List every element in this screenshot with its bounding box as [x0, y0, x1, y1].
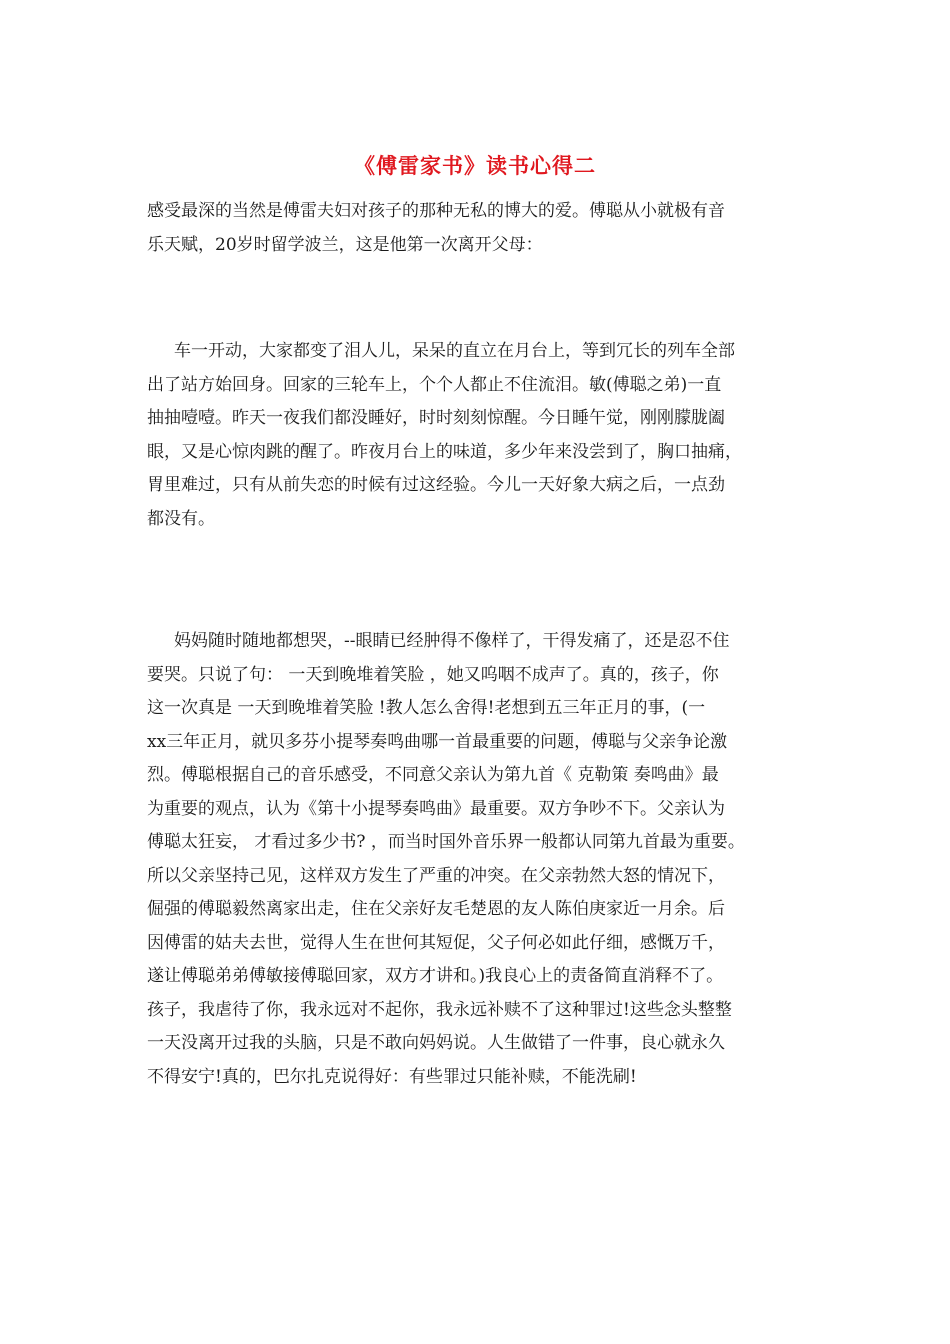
- paragraph-line: 这一次真是 一天到晚堆着笑脸 !教人怎么舍得!老想到五三年正月的事，(一: [147, 698, 706, 718]
- paragraph-line: 遂让傅聪弟弟傅敏接傅聪回家，双方才讲和。)我良心上的责备简直消释不了。: [147, 966, 724, 986]
- document-title: 《傅雷家书》读书心得二: [354, 153, 596, 178]
- paragraph-line: 孩子，我虐待了你，我永远对不起你，我永远补赎不了这种罪过!这些念头整整: [147, 999, 732, 1020]
- paragraph-3: [147, 625, 745, 1094]
- paragraph-line: 感受最深的当然是傅雷夫妇对孩子的那种无私的博大的爱。傅聪从小就极有音: [147, 201, 725, 221]
- paragraph-line: 不得安宁!真的，巴尔扎克说得好：有些罪过只能补赎，不能洗刷!: [147, 1066, 637, 1087]
- paragraph-line: 要哭。只说了句： 一天到晚堆着笑脸 ，她又呜咽不成声了。真的，孩子，你: [147, 664, 719, 685]
- paragraph-line: 一天没离开过我的头脑，只是不敢向妈妈说。人生做错了一件事，良心就永久: [147, 1033, 725, 1053]
- paragraph-line: 倔强的傅聪毅然离家出走，住在父亲好友毛楚恩的友人陈伯庚家近一月余。后: [147, 899, 725, 919]
- paragraph-line: 为重要的观点，认为《第十小提琴奏鸣曲》最重要。双方争吵不下。父亲认为: [147, 798, 725, 819]
- paragraph-line: 妈妈随时随地都想哭，--眼睛已经肿得不像样了，干得发痛了，还是忍不住: [174, 631, 730, 651]
- paragraph-line: 都没有。: [147, 508, 215, 529]
- paragraph-line: 出了站方始回身。回家的三轮车上，个个人都止不住流泪。敏(傅聪之弟)一直: [147, 374, 722, 395]
- paragraph-line: 抽抽噎噎。昨天一夜我们都没睡好，时时刻刻惊醒。今日睡午觉，刚刚朦胧阖: [147, 408, 725, 428]
- paragraph-line: 车一开动，大家都变了泪人儿，呆呆的直立在月台上，等到冗长的列车全部: [174, 341, 735, 361]
- paragraph-1: [147, 195, 725, 262]
- paragraph-line: 胃里难过，只有从前失恋的时候有过这经验。今儿一天好象大病之后，一点劲: [147, 475, 725, 495]
- paragraph-line: 所以父亲坚持己见，这样双方发生了严重的冲突。在父亲勃然大怒的情况下，: [147, 865, 725, 886]
- paragraph-line: 烈。傅聪根据自己的音乐感受，不同意父亲认为第九首《 克勒策 奏鸣曲》最: [147, 765, 719, 785]
- paragraph-line: 傅聪太狂妄， 才看过多少书? ，而当时国外音乐界一般都认同第九首最为重要。: [147, 832, 745, 852]
- paragraph-line: 眼，又是心惊肉跳的醒了。昨夜月台上的味道，多少年来没尝到了，胸口抽痛，: [147, 441, 742, 462]
- paragraph-line: 乐天赋，20岁时留学波兰，这是他第一次离开父母：: [147, 234, 543, 255]
- paragraph-line: xx三年正月，就贝多芬小提琴奏鸣曲哪一首最重要的问题，傅聪与父亲争论激: [147, 731, 728, 752]
- paragraph-2: [147, 335, 742, 536]
- paragraph-line: 因傅雷的姑夫去世，觉得人生在世何其短促，父子何必如此仔细，感慨万千，: [147, 932, 725, 953]
